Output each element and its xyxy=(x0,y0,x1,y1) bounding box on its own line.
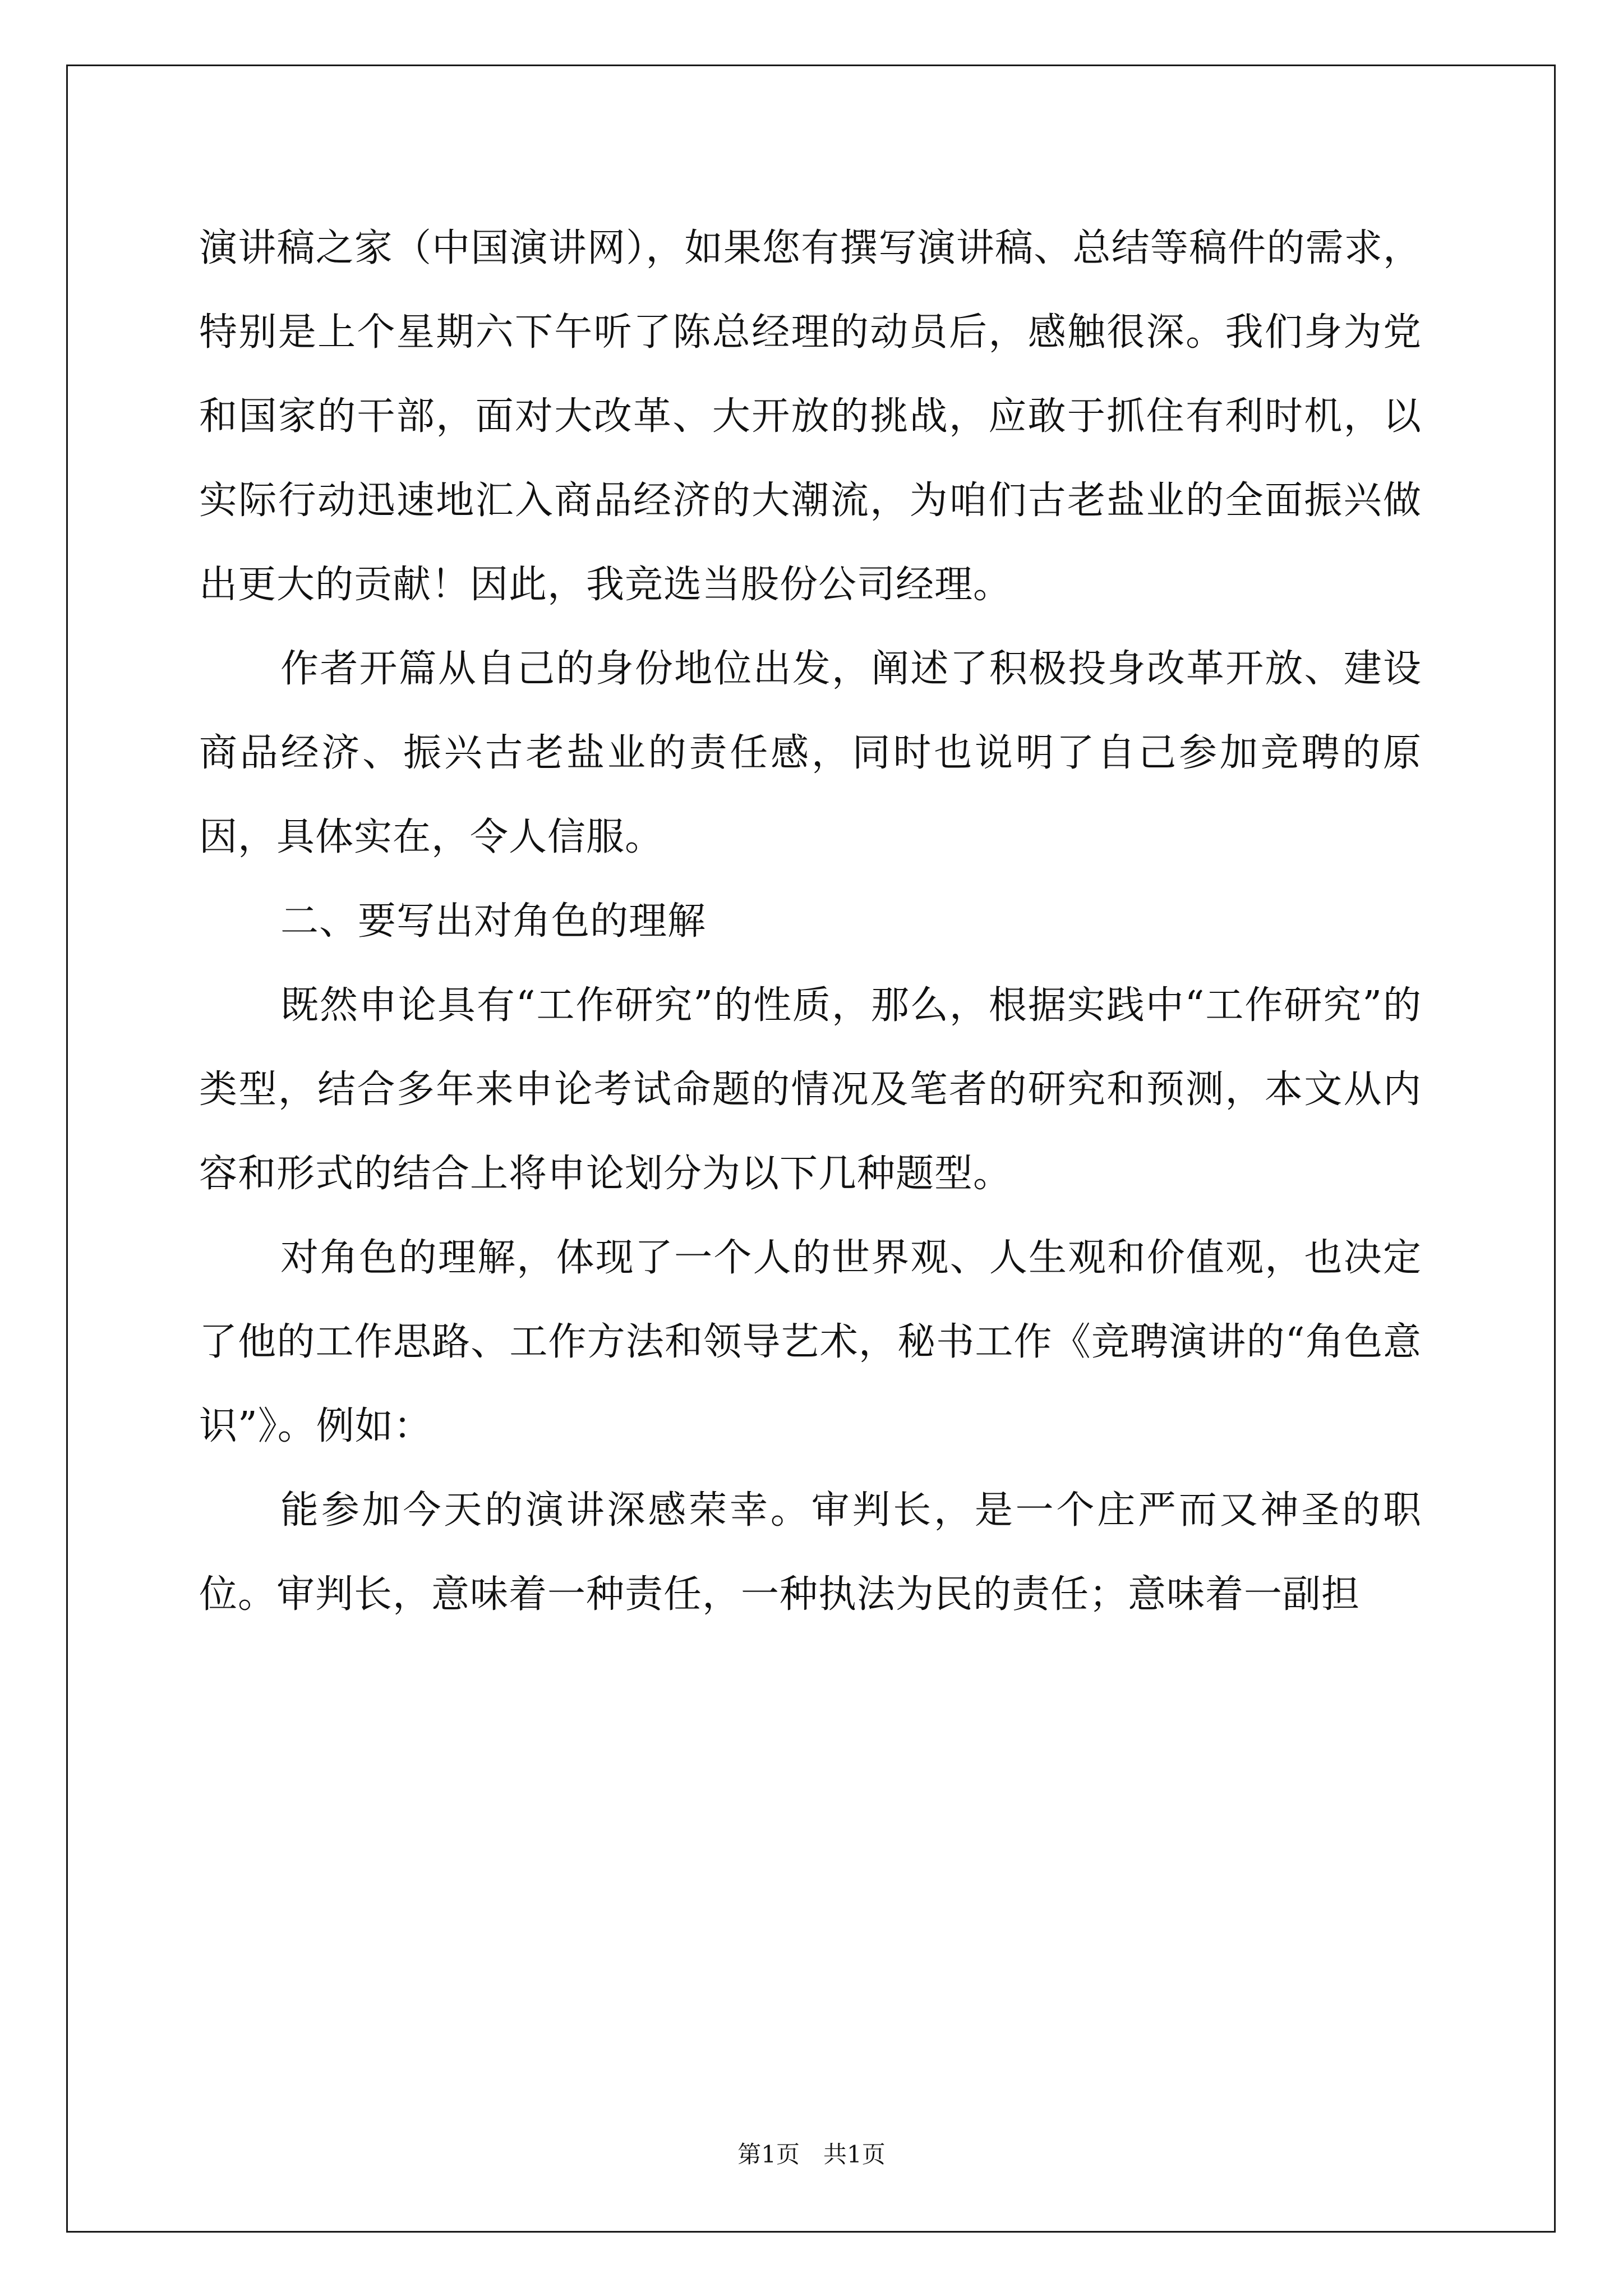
paragraph-1: 演讲稿之家（中国演讲网），如果您有撰写演讲稿、总结等稿件的需求，特别是上个星期六下午听了陈总经理的动员后，感触很深。我们身为党和国家的干部，面对大改革、大开放的挑战，应敢于抓住有利时机，以实际行动迅速地汇入商品经济的大潮流，为咱们古老盐业的全面振兴做出更大的贡献！因此，我竞选当股份公司经理。 xyxy=(199,226,1422,607)
paragraph-2: 作者开篇从自己的身份地位出发，阐述了积极投身改革开放、建设商品经济、振兴古老盐业的责任感，同时也说明了自己参加竞聘的原因，具体实在，令人信服。 xyxy=(199,647,1422,859)
section-heading: 二、要写出对角色的理解 xyxy=(280,899,707,944)
document-body xyxy=(199,206,1422,1637)
page-number-footer: 第1页 共1页 xyxy=(737,2141,886,2168)
paragraph-5: 能参加今天的演讲深感荣幸。审判长，是一个庄严而又神圣的职位。审判长，意味着一种责任，一种执法为民的责任；意味着一副担 xyxy=(199,1488,1422,1617)
paragraph-3: 既然申论具有“工作研究”的性质，那么，根据实践中“工作研究”的类型，结合多年来申论考试命题的情况及笔者的研究和预测，本文从内容和形式的结合上将申论划分为以下几种题型。 xyxy=(199,983,1422,1196)
paragraph-4: 对角色的理解，体现了一个人的世界观、人生观和价值观，也决定了他的工作思路、工作方法和领导艺术，秘书工作《竞聘演讲的“角色意识”》。例如： xyxy=(199,1236,1422,1448)
